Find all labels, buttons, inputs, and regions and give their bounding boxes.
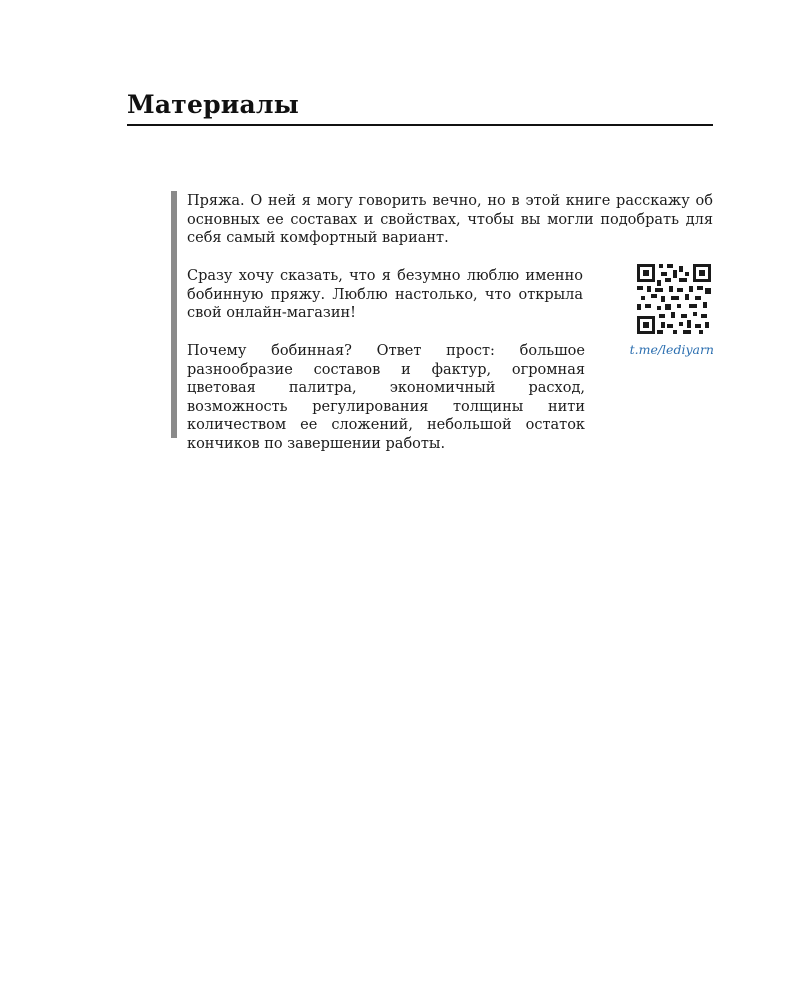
title-rule: [127, 124, 713, 126]
chapter-title: Материалы: [127, 90, 299, 119]
paragraph-bobbin-love: Сразу хочу сказать, что я безумно люблю именно бобинную пряжу. Люблю настолько, что открыла свой онлайн-магазин!: [187, 268, 583, 322]
paragraph-why-bobbin: Почему бобинная? Ответ прост: большое разнообразие составов и фактур, огромная цветовая палитра, экономичный расход, возможность регулирования толщины нити количеством ее сложений, небольшой остаток кончиков по завершении работы.: [187, 343, 585, 452]
qr-code-icon[interactable]: [637, 264, 711, 334]
paragraph-yarn-intro: Пряжа. О ней я могу говорить вечно, но в этой книге расскажу об основных ее составах и свойствах, чтобы вы могли подобрать для себя самый комфортный вариант.: [187, 193, 713, 247]
quote-bar: [171, 191, 177, 438]
telegram-link[interactable]: t.me/lediyarn: [629, 342, 714, 357]
